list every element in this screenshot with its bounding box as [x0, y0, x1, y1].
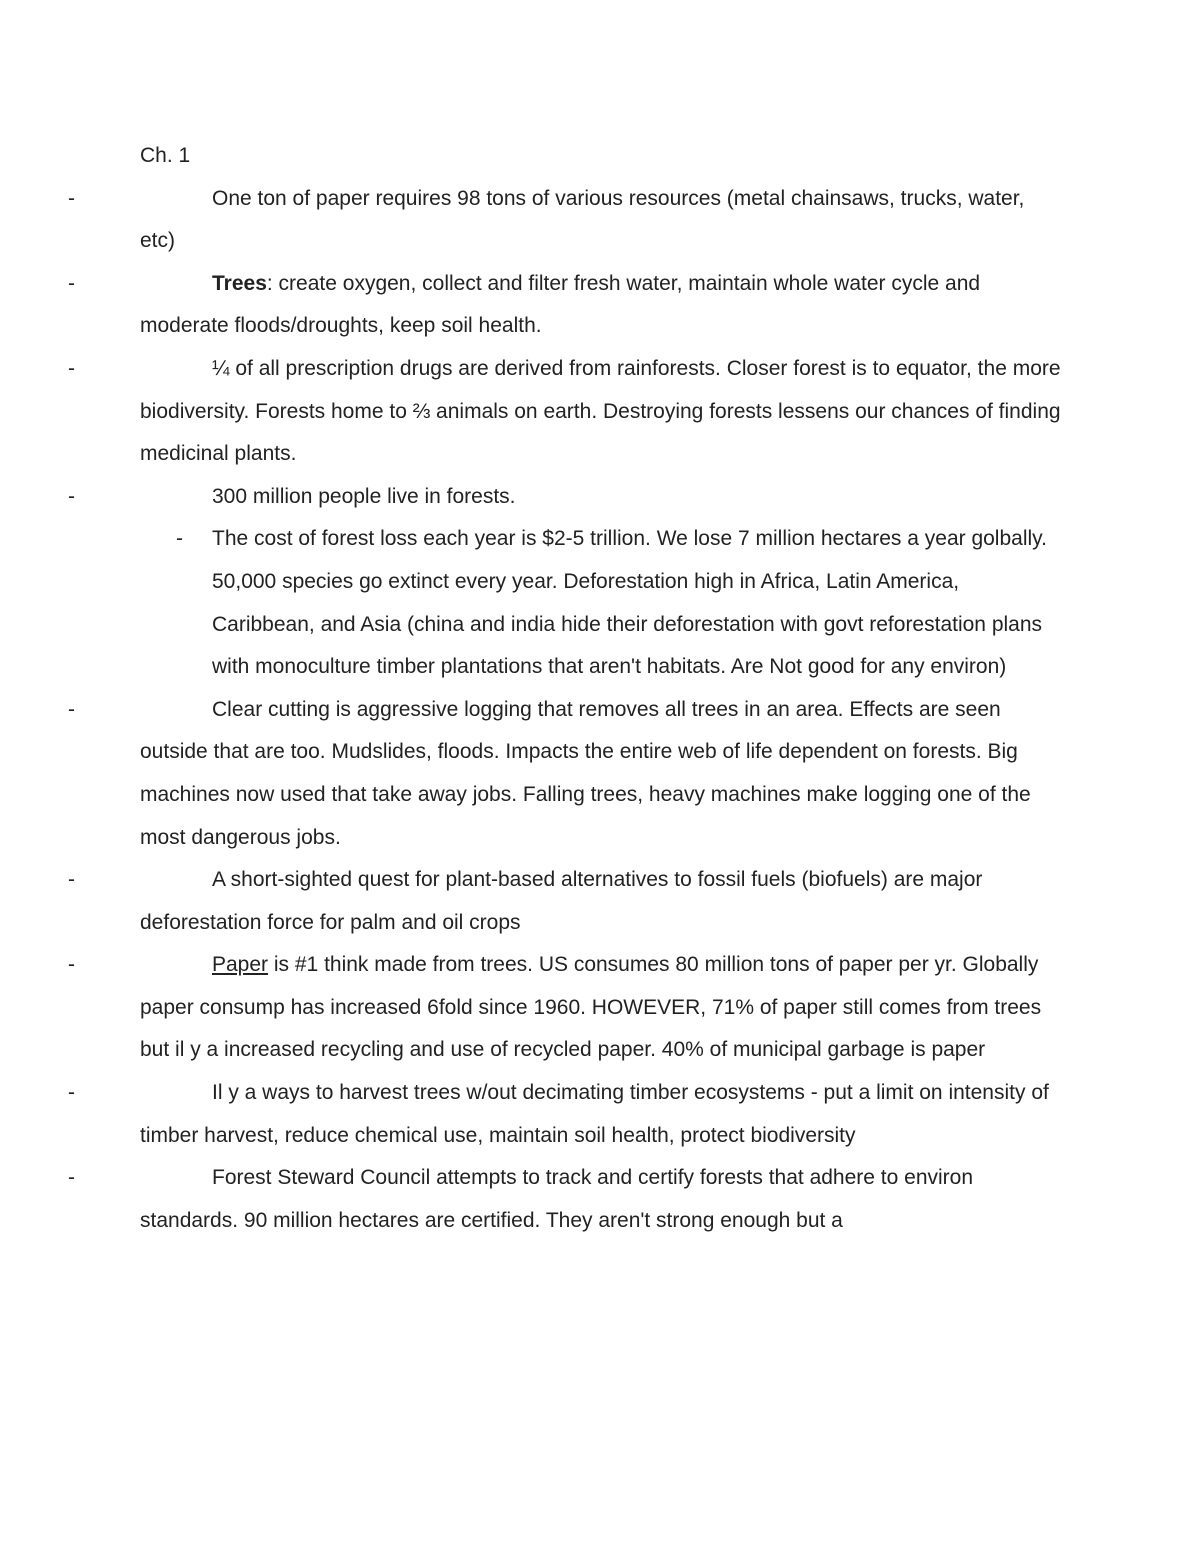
note-text: ¼ of all prescription drugs are derived from rainforests. Closer forest is to equator, the more biodiversity. Forests home to ⅔ animals on earth. Destroying forests lessens our chances of finding medicinal plants.: [140, 356, 1061, 466]
note-text: A short-sighted quest for plant-based alternatives to fossil fuels (biofuels) are major deforestation force for palm and oil crops: [140, 868, 983, 934]
note-keyword-bold: Trees: [212, 271, 267, 295]
note-item-people: [68, 476, 1065, 519]
note-text: Clear cutting is aggressive logging that removes all trees in an area. Effects are seen outside that are too. Mudslides, floods. Impacts the entire web of life dependent on forests. Big machines now used that take away jobs. Falling trees, heavy machines make logging one of the most dangerous jobs.: [140, 697, 1031, 849]
note-subitem-forest-loss: [140, 518, 1065, 688]
note-item-harvest: [68, 1072, 1065, 1157]
chapter-heading: Ch. 1: [140, 144, 191, 167]
note-item-clear-cutting: [68, 689, 1065, 859]
note-item-drugs: [68, 348, 1065, 476]
note-item-biofuels: [68, 859, 1065, 944]
note-text: Forest Steward Council attempts to track and certify forests that adhere to environ standards. 90 million hectares are certified. They aren't strong enough but a: [140, 1166, 974, 1232]
note-text: : create oxygen, collect and filter fresh water, maintain whole water cycle and moderate floods/droughts, keep soil health.: [140, 271, 981, 338]
note-text: 300 million people live in forests.: [212, 484, 516, 508]
bullet-dash: -: [68, 271, 75, 295]
note-text: The cost of forest loss each year is $2-5 trillion. We lose 7 million hectares a year golbally. 50,000 species go extinct every year. Deforestation high in Africa, Latin America, Caribbean, and Asia (china and india hide their deforestation with govt reforestation plans with monoculture timber plantations that aren't habitats. Are Not good for any environ): [212, 527, 1047, 679]
bullet-dash: -: [68, 1166, 75, 1190]
note-text: Il y a ways to harvest trees w/out decimating timber ecosystems - put a limit on intensity of timber harvest, reduce chemical use, maintain soil health, protect biodiversity: [140, 1081, 1049, 1147]
note-item-resources: [68, 178, 1065, 263]
note-item-trees: [68, 263, 1065, 348]
note-text: is #1 think made from trees. US consumes 80 million tons of paper per yr. Globally paper consump has increased 6fold since 1960. HOWEVER, 71% of paper still comes from trees but il y a increased recycling and use of recycled paper. 40% of municipal garbage is paper: [140, 953, 1042, 1062]
bullet-dash: -: [68, 868, 75, 892]
bullet-dash: -: [68, 1081, 75, 1105]
bullet-dash: -: [68, 484, 75, 508]
note-text: One ton of paper requires 98 tons of various resources (metal chainsaws, trucks, water, etc): [140, 186, 1025, 253]
bullet-dash: -: [68, 356, 75, 380]
bullet-dash: -: [68, 953, 75, 977]
note-item-fsc: [68, 1157, 1065, 1242]
note-keyword-underlined: Paper: [212, 953, 269, 977]
bullet-dash: -: [68, 697, 75, 721]
bullet-dash: -: [68, 186, 75, 210]
note-item-paper: [68, 944, 1065, 1072]
document-body: [68, 135, 1065, 1242]
bullet-dash: -: [176, 527, 183, 551]
